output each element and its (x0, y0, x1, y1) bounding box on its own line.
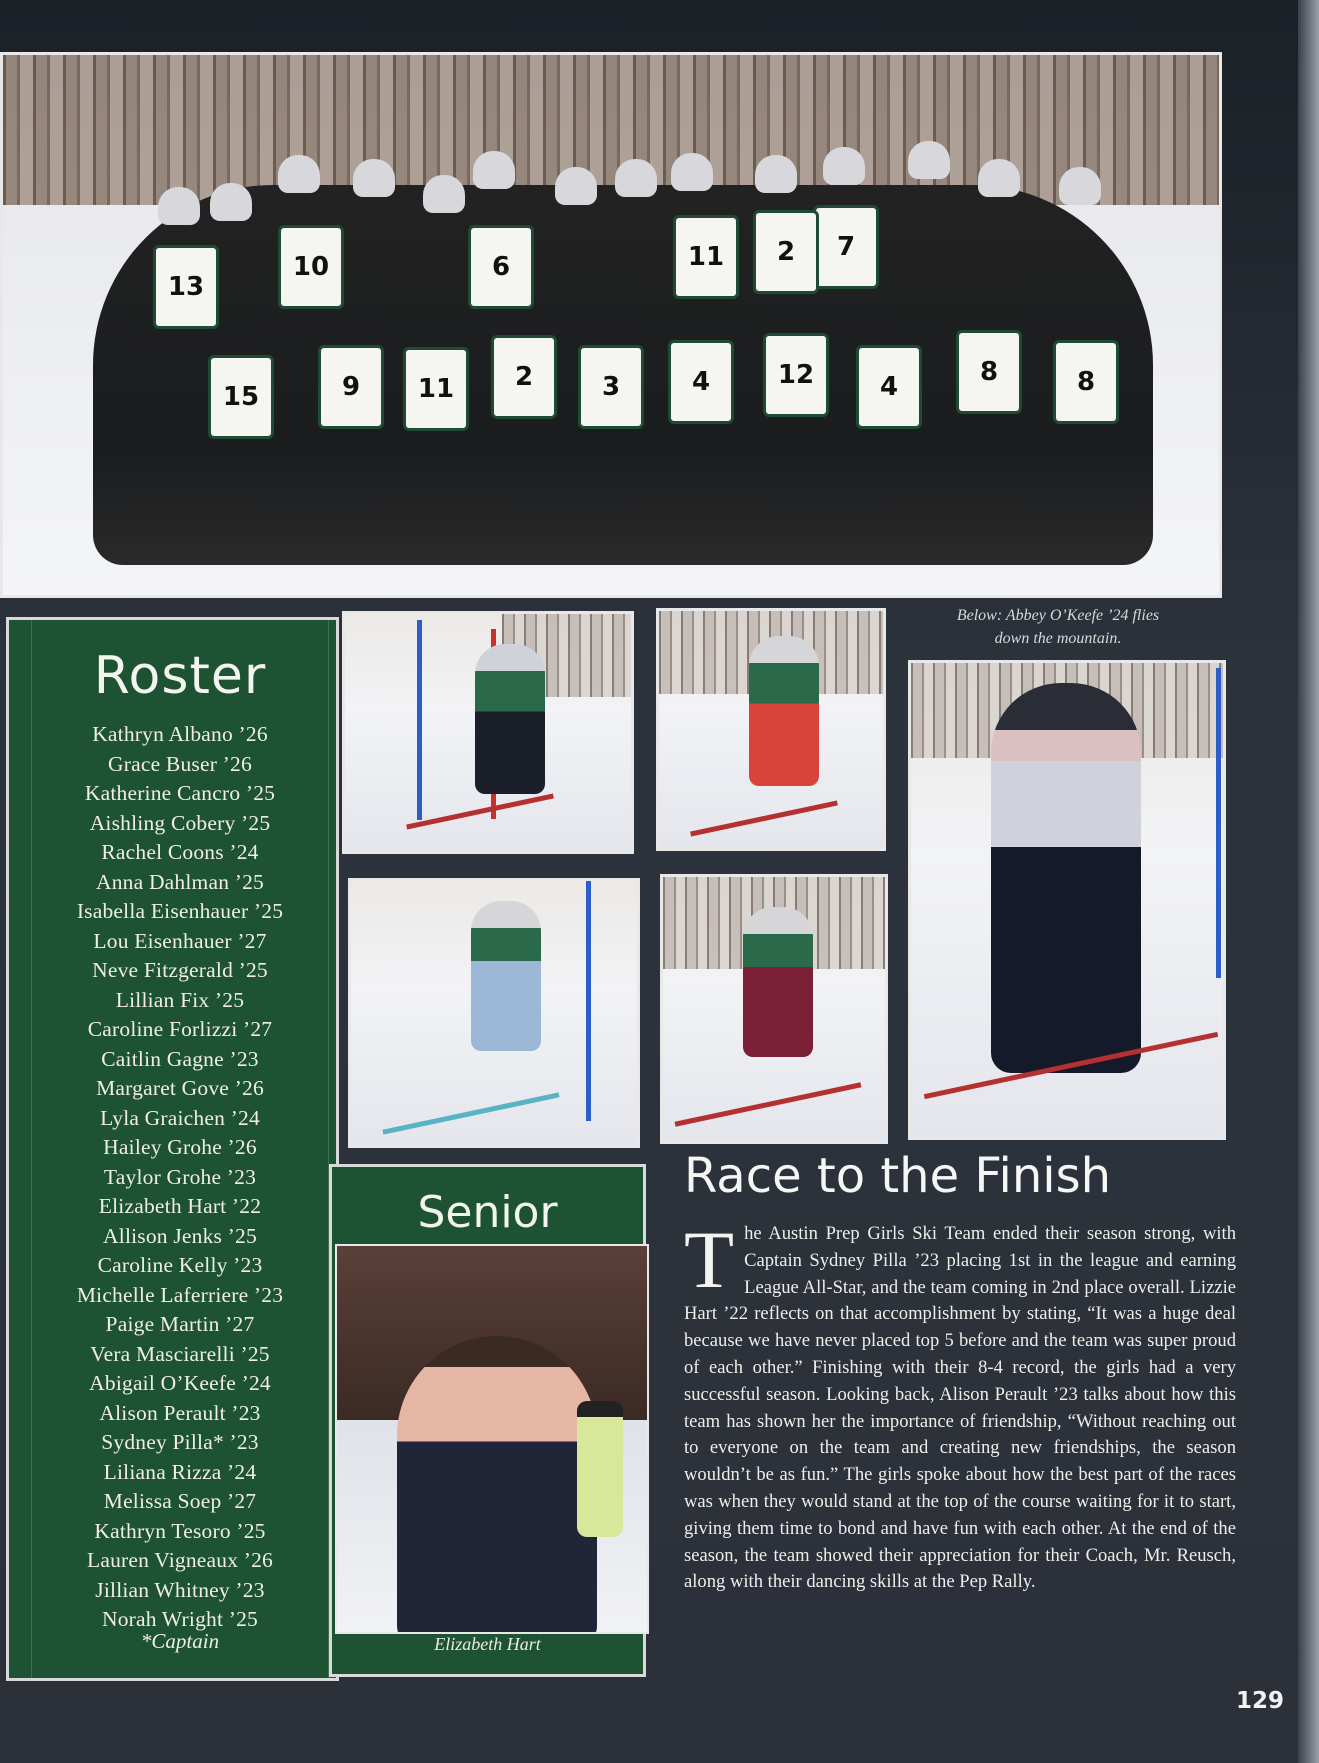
water-bottle (577, 1401, 623, 1537)
roster-member: Lauren Vigneaux ’26 (87, 1548, 273, 1572)
roster-panel (6, 617, 339, 1681)
article-body (684, 1214, 1236, 1596)
roster-member: Kathryn Tesoro ’25 (94, 1518, 266, 1543)
roster-member: Katherine Cancro ’25 (84, 781, 276, 805)
senior-title: Senior (417, 1187, 558, 1238)
bib-number: 11 (403, 347, 469, 431)
skier (475, 644, 545, 794)
roster-member: Lyla Graichen ’24 (100, 1105, 260, 1130)
ski-action-photo (348, 878, 640, 1148)
roster-member: Paige Martin ’27 (105, 1312, 255, 1336)
roster-member: Aishling Cobery ’25 (89, 810, 271, 835)
roster-member: Isabella Eisenhauer ’25 (76, 899, 284, 923)
photo-caption-line: down the mountain. (994, 630, 1122, 647)
roster-member: Neve Fitzgerald ’25 (92, 958, 268, 982)
ski-action-photo (342, 611, 634, 854)
roster-member: Caroline Kelly ’23 (97, 1253, 263, 1277)
helmet (615, 159, 657, 197)
article-text: he Austin Prep Girls Ski Team ended their season strong, with Captain Sydney Pilla ’23 placing 1st in the league and earning League All-Star, and the team coming in 2nd place overall. Lizzie Hart ’22 reflects on that accomplishment by stating, “It was a huge deal because we have never placed top 5 before and the team was super proud of each other.” Finishing with their 8-4 record, the girls had a very successful season. Looking back, Alison Perault ’23 talks about how this team has shown her the importance of friendship, “Without reaching out to everyone on the team and creating new friendships, the season wouldn’t be as fun.” The girls spoke about how the best part of the races was when they would stand at the top of the course waiting for it to start, giving them time to bond and have fun with each other. At the end of the season, the team showed their appreciation for their Coach, Mr. Reusch, along with their dancing skills at the Pep Rally. (684, 1223, 1236, 1593)
bib-number: 3 (578, 345, 644, 429)
page-number: 129 (1236, 1688, 1285, 1714)
roster-inner (31, 620, 329, 1678)
helmet (978, 159, 1020, 197)
bib-number: 4 (856, 345, 922, 429)
bib-number: 4 (668, 340, 734, 424)
helmet (823, 147, 865, 185)
senior-caption: Elizabeth Hart (434, 1634, 541, 1654)
bib-number: 8 (956, 330, 1022, 414)
roster-member: Liliana Rizza ’24 (103, 1459, 257, 1484)
photo-caption-line: Below: Abbey O’Keefe ’24 flies (956, 607, 1160, 624)
helmet (555, 167, 597, 205)
roster-member: Taylor Grohe ’23 (103, 1164, 257, 1189)
roster-member: Melissa Soep ’27 (103, 1489, 257, 1513)
bib-number: 12 (763, 333, 829, 417)
roster-member: Jillian Whitney ’23 (95, 1577, 265, 1602)
roster-member: Lou Eisenhauer ’27 (93, 928, 267, 953)
roster-title: Roster (93, 646, 267, 706)
roster-member: Norah Wright ’25 (102, 1607, 258, 1631)
skier (743, 907, 813, 1057)
article-title: Race to the Finish (684, 1148, 1112, 1204)
roster-member: Abigail O’Keefe ’24 (89, 1371, 271, 1395)
bib-number: 2 (491, 335, 557, 419)
slalom-gate (1216, 668, 1221, 978)
helmet (1059, 167, 1101, 205)
roster-member: Elizabeth Hart ’22 (98, 1194, 262, 1218)
bib-number: 2 (753, 210, 819, 294)
featured-skier-photo (908, 660, 1226, 1140)
helmet (278, 155, 320, 193)
helmet (423, 175, 465, 213)
roster-member: Grace Buser ’26 (108, 751, 252, 776)
roster-member: Alison Perault ’23 (99, 1400, 261, 1425)
skier (749, 636, 819, 786)
slalom-gate (586, 881, 591, 1121)
bib-number: 7 (813, 205, 879, 289)
roster-list (32, 720, 328, 1635)
photo-caption (908, 604, 1208, 650)
roster-member: Sydney Pilla* ’23 (101, 1430, 259, 1454)
bib-number: 8 (1053, 340, 1119, 424)
roster-member: Caitlin Gagne ’23 (101, 1046, 259, 1071)
roster-member: Rachel Coons ’24 (101, 840, 259, 864)
helmet (473, 151, 515, 189)
senior-photo (335, 1244, 649, 1634)
team-photo (0, 52, 1222, 598)
ski-action-photo (656, 608, 886, 851)
skier (991, 683, 1141, 1073)
roster-member: Allison Jenks ’25 (103, 1223, 257, 1248)
captain-note: *Captain (140, 1629, 220, 1653)
roster-member: Margaret Gove ’26 (96, 1076, 264, 1100)
helmet (755, 155, 797, 193)
bib-number: 6 (468, 225, 534, 309)
bib-number: 9 (318, 345, 384, 429)
roster-member: Caroline Forlizzi ’27 (87, 1017, 273, 1041)
roster-member: Michelle Laferriere ’23 (76, 1282, 284, 1307)
bib-number: 10 (278, 225, 344, 309)
page-binding-edge (1298, 0, 1319, 1763)
skier (471, 901, 541, 1051)
helmet (908, 141, 950, 179)
bib-number: 13 (153, 245, 219, 329)
drop-cap: T (684, 1214, 735, 1305)
helmet (671, 153, 713, 191)
slalom-gate (417, 620, 422, 820)
senior-person (397, 1336, 597, 1634)
roster-member: Anna Dahlman ’25 (96, 869, 264, 894)
helmet (210, 183, 252, 221)
ski-action-photo (660, 874, 888, 1144)
bib-number: 11 (673, 215, 739, 299)
roster-member: Kathryn Albano ’26 (92, 722, 268, 746)
roster-member: Vera Masciarelli ’25 (90, 1341, 270, 1366)
helmet (158, 187, 200, 225)
helmet (353, 159, 395, 197)
roster-member: Hailey Grohe ’26 (103, 1135, 257, 1159)
bib-number: 15 (208, 355, 274, 439)
roster-member: Lillian Fix ’25 (115, 987, 245, 1012)
